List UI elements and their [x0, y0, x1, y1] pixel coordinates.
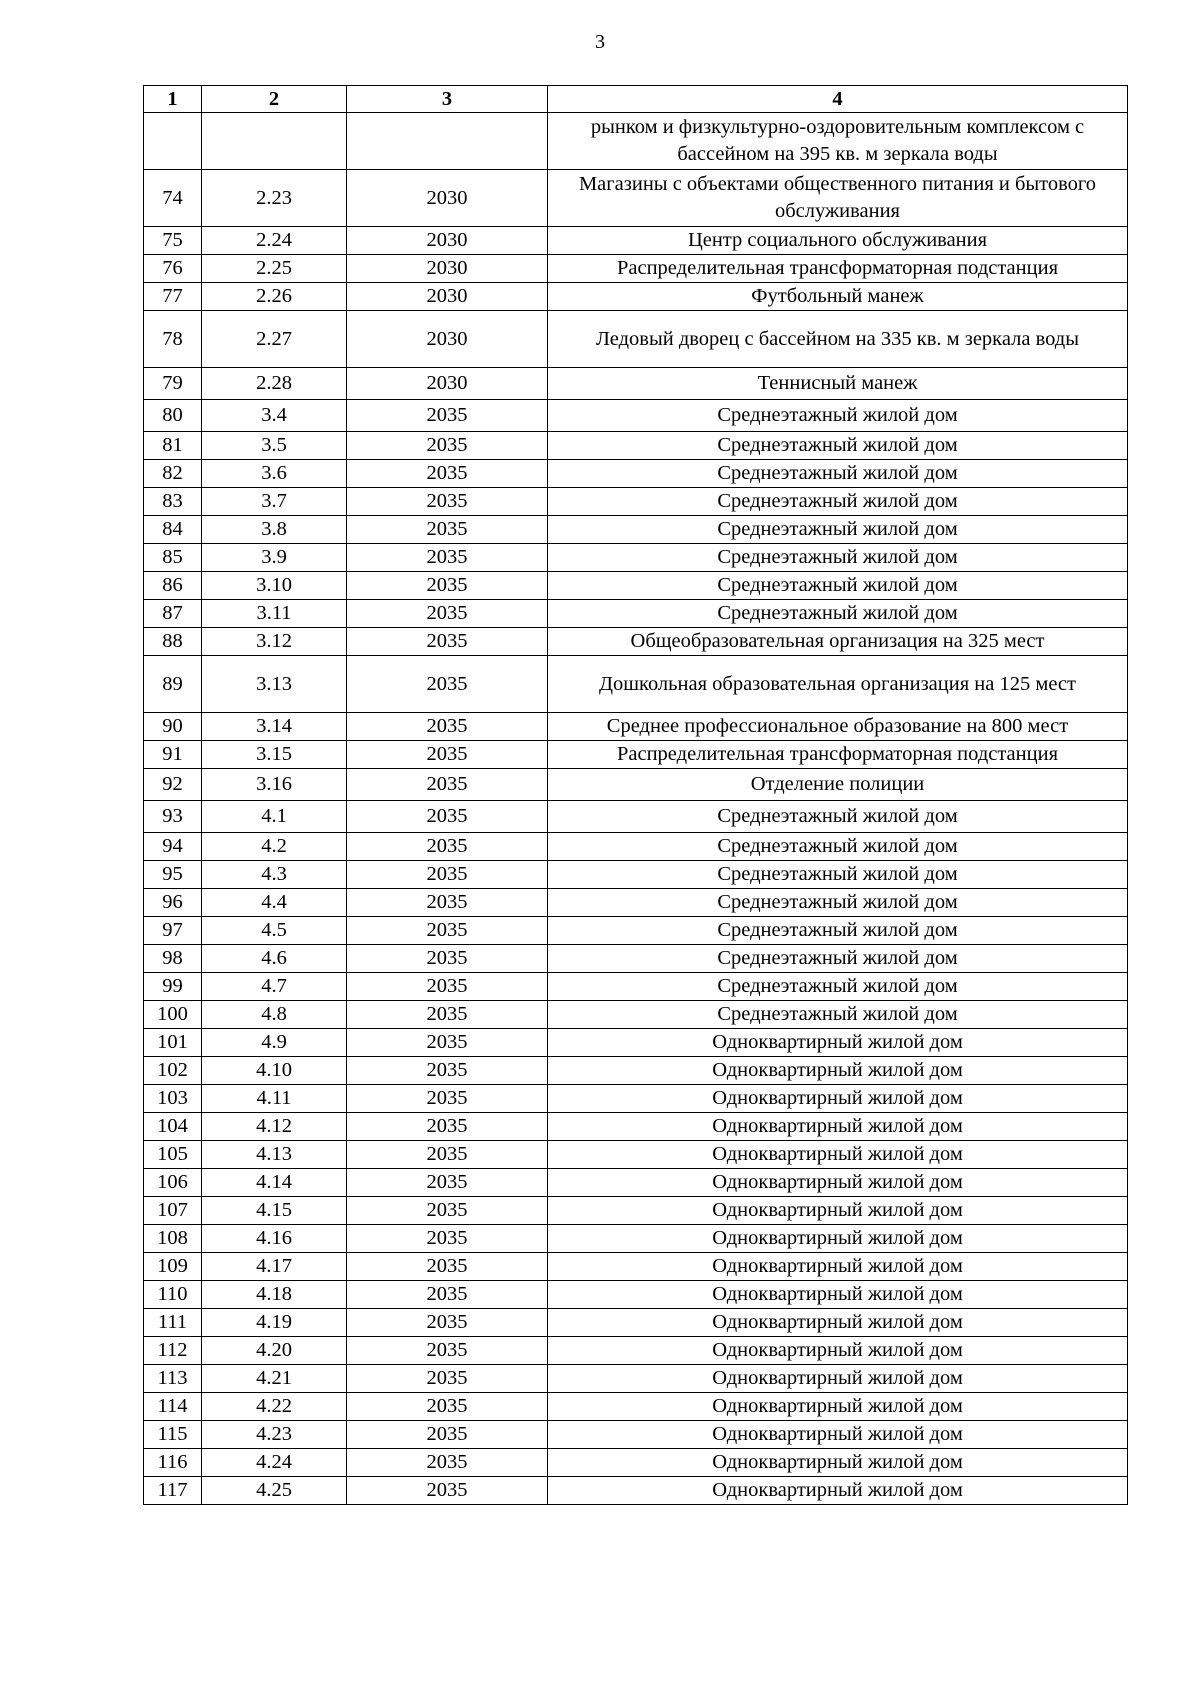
- table-cell-col-1: 113: [144, 1365, 202, 1393]
- table-cell-col-2: 3.4: [202, 400, 347, 432]
- table-cell-col-1: 108: [144, 1225, 202, 1253]
- table-cell-col-1: 114: [144, 1393, 202, 1421]
- table-cell-col-4: Одноквартирный жилой дом: [548, 1449, 1128, 1477]
- table-cell-col-1: 103: [144, 1085, 202, 1113]
- table-cell-col-4: Среднеэтажный жилой дом: [548, 460, 1128, 488]
- table-cell-col-4: Ледовый дворец с бассейном на 335 кв. м зеркала воды: [548, 311, 1128, 368]
- table-cell-col-1: 107: [144, 1197, 202, 1225]
- table-cell-col-1: 82: [144, 460, 202, 488]
- table-cell-col-3: 2035: [347, 600, 548, 628]
- table-cell-col-2: 4.10: [202, 1057, 347, 1085]
- table-cell-col-3: 2035: [347, 1449, 548, 1477]
- table-cell-col-4: Распределительная трансформаторная подстанция: [548, 255, 1128, 283]
- table-cell-col-2: 4.6: [202, 945, 347, 973]
- table-cell-col-2: 3.9: [202, 544, 347, 572]
- table-cell-col-3: 2035: [347, 861, 548, 889]
- table-cell-col-1: 80: [144, 400, 202, 432]
- table-cell-col-4: Магазины с объектами общественного питания и бытового обслуживания: [548, 170, 1128, 227]
- table-cell-col-4: Среднеэтажный жилой дом: [548, 889, 1128, 917]
- objects-table: [143, 85, 1128, 1505]
- table-cell-col-3: 2035: [347, 1309, 548, 1337]
- table-row: [144, 1085, 1128, 1113]
- table-cell-col-1: 84: [144, 516, 202, 544]
- table-cell-col-1: 111: [144, 1309, 202, 1337]
- table-cell-col-2: 3.15: [202, 741, 347, 769]
- table-cell-col-1: 104: [144, 1113, 202, 1141]
- table-cell-col-3: 2035: [347, 656, 548, 713]
- table-cell-col-4: Одноквартирный жилой дом: [548, 1477, 1128, 1505]
- table-row: [144, 833, 1128, 861]
- table-cell-col-4: Одноквартирный жилой дом: [548, 1309, 1128, 1337]
- table-cell-col-1: 74: [144, 170, 202, 227]
- table-cell-col-3: [347, 113, 548, 170]
- table-cell-col-1: 110: [144, 1281, 202, 1309]
- table-cell-col-3: 2035: [347, 400, 548, 432]
- table-cell-col-2: 3.16: [202, 769, 347, 801]
- table-row: [144, 544, 1128, 572]
- table-cell-col-3: 2035: [347, 917, 548, 945]
- table-row: [144, 1309, 1128, 1337]
- table-row: [144, 255, 1128, 283]
- table-cell-col-1: 83: [144, 488, 202, 516]
- table-cell-col-4: Среднее профессиональное образование на 800 мест: [548, 713, 1128, 741]
- table-cell-col-2: 3.5: [202, 432, 347, 460]
- table-row: [144, 1225, 1128, 1253]
- table-cell-col-4: Теннисный манеж: [548, 368, 1128, 400]
- table-cell-col-4: Одноквартирный жилой дом: [548, 1337, 1128, 1365]
- table-cell-col-1: 91: [144, 741, 202, 769]
- table-cell-col-3: 2035: [347, 1029, 548, 1057]
- table-cell-col-4: Одноквартирный жилой дом: [548, 1281, 1128, 1309]
- table-cell-col-2: 4.8: [202, 1001, 347, 1029]
- table-row: [144, 1113, 1128, 1141]
- table-cell-col-3: 2030: [347, 255, 548, 283]
- table-cell-col-3: 2035: [347, 1477, 548, 1505]
- table-cell-col-1: 87: [144, 600, 202, 628]
- table-cell-col-2: 4.13: [202, 1141, 347, 1169]
- table-cell-col-4: Среднеэтажный жилой дом: [548, 544, 1128, 572]
- table-cell-col-2: 3.8: [202, 516, 347, 544]
- table-cell-col-4: Среднеэтажный жилой дом: [548, 516, 1128, 544]
- table-cell-col-3: 2035: [347, 713, 548, 741]
- table-cell-col-2: 4.21: [202, 1365, 347, 1393]
- table-cell-col-3: 2035: [347, 544, 548, 572]
- table-cell-col-2: 4.24: [202, 1449, 347, 1477]
- table-cell-col-4: Одноквартирный жилой дом: [548, 1029, 1128, 1057]
- table-cell-col-4: Среднеэтажный жилой дом: [548, 945, 1128, 973]
- table-cell-col-2: 2.23: [202, 170, 347, 227]
- table-cell-col-3: 2035: [347, 741, 548, 769]
- table-cell-col-2: 4.5: [202, 917, 347, 945]
- table-row: [144, 1337, 1128, 1365]
- table-cell-col-3: 2035: [347, 1365, 548, 1393]
- table-cell-col-2: 2.25: [202, 255, 347, 283]
- table-cell-col-1: 98: [144, 945, 202, 973]
- table-row: [144, 1449, 1128, 1477]
- table-cell-col-4: Среднеэтажный жилой дом: [548, 600, 1128, 628]
- table-cell-col-3: 2035: [347, 889, 548, 917]
- table-row: [144, 516, 1128, 544]
- table-row: [144, 1057, 1128, 1085]
- table-cell-col-3: 2035: [347, 516, 548, 544]
- table-cell-col-1: 105: [144, 1141, 202, 1169]
- table-cell-col-4: Одноквартирный жилой дом: [548, 1113, 1128, 1141]
- table-cell-col-2: 4.2: [202, 833, 347, 861]
- table-cell-col-3: 2035: [347, 1393, 548, 1421]
- table-cell-col-4: Среднеэтажный жилой дом: [548, 488, 1128, 516]
- table-cell-col-4: Одноквартирный жилой дом: [548, 1169, 1128, 1197]
- table-cell-col-3: 2030: [347, 311, 548, 368]
- header-cell-1: 1: [144, 86, 202, 113]
- table-cell-col-2: 4.19: [202, 1309, 347, 1337]
- table-cell-col-2: 4.7: [202, 973, 347, 1001]
- table-row: [144, 1365, 1128, 1393]
- table-cell-col-1: 76: [144, 255, 202, 283]
- table-row: [144, 1141, 1128, 1169]
- table-row: [144, 769, 1128, 801]
- table-row: [144, 628, 1128, 656]
- table-cell-col-4: Среднеэтажный жилой дом: [548, 400, 1128, 432]
- table-cell-col-3: 2035: [347, 1421, 548, 1449]
- table-cell-col-1: 115: [144, 1421, 202, 1449]
- table-cell-col-1: 101: [144, 1029, 202, 1057]
- table-cell-col-4: Одноквартирный жилой дом: [548, 1085, 1128, 1113]
- table-cell-col-1: 90: [144, 713, 202, 741]
- table-cell-col-2: 3.10: [202, 572, 347, 600]
- table-cell-col-1: 88: [144, 628, 202, 656]
- table-cell-col-3: 2030: [347, 368, 548, 400]
- table-cell-col-3: 2035: [347, 833, 548, 861]
- table-cell-col-2: 3.12: [202, 628, 347, 656]
- table-cell-col-3: 2035: [347, 1225, 548, 1253]
- table-cell-col-1: 95: [144, 861, 202, 889]
- table-cell-col-4: Среднеэтажный жилой дом: [548, 432, 1128, 460]
- table-cell-col-4: Дошкольная образовательная организация на 125 мест: [548, 656, 1128, 713]
- table-row: [144, 113, 1128, 170]
- table-cell-col-2: 3.6: [202, 460, 347, 488]
- table-cell-col-4: Распределительная трансформаторная подстанция: [548, 741, 1128, 769]
- header-cell-2: 2: [202, 86, 347, 113]
- table-cell-col-2: 4.1: [202, 801, 347, 833]
- table-cell-col-4: Одноквартирный жилой дом: [548, 1365, 1128, 1393]
- table-cell-col-3: 2030: [347, 227, 548, 255]
- table-row: [144, 713, 1128, 741]
- table-cell-col-1: 92: [144, 769, 202, 801]
- table-cell-col-2: 2.28: [202, 368, 347, 400]
- table-cell-col-1: 106: [144, 1169, 202, 1197]
- table-cell-col-4: Центр социального обслуживания: [548, 227, 1128, 255]
- table-row: [144, 1029, 1128, 1057]
- table-cell-col-4: Футбольный манеж: [548, 283, 1128, 311]
- table-header: [144, 86, 1128, 113]
- table-cell-col-3: 2035: [347, 1337, 548, 1365]
- table-cell-col-4: Одноквартирный жилой дом: [548, 1393, 1128, 1421]
- table-cell-col-4: Среднеэтажный жилой дом: [548, 572, 1128, 600]
- table-cell-col-4: Одноквартирный жилой дом: [548, 1253, 1128, 1281]
- table-cell-col-2: 4.3: [202, 861, 347, 889]
- table-row: [144, 801, 1128, 833]
- table-cell-col-2: 4.15: [202, 1197, 347, 1225]
- table-cell-col-1: 116: [144, 1449, 202, 1477]
- table-cell-col-2: 4.25: [202, 1477, 347, 1505]
- table-row: [144, 741, 1128, 769]
- table-cell-col-4: Одноквартирный жилой дом: [548, 1141, 1128, 1169]
- table-cell-col-3: 2035: [347, 945, 548, 973]
- table-cell-col-3: 2035: [347, 460, 548, 488]
- table-cell-col-3: 2035: [347, 1113, 548, 1141]
- table-cell-col-3: 2030: [347, 283, 548, 311]
- table-row: [144, 656, 1128, 713]
- table-cell-col-2: 2.24: [202, 227, 347, 255]
- table-cell-col-3: 2035: [347, 1057, 548, 1085]
- table-cell-col-1: 94: [144, 833, 202, 861]
- table-row: [144, 283, 1128, 311]
- table-cell-col-3: 2030: [347, 170, 548, 227]
- table-cell-col-4: Отделение полиции: [548, 769, 1128, 801]
- table-cell-col-3: 2035: [347, 628, 548, 656]
- table-row: [144, 1001, 1128, 1029]
- table-cell-col-2: 2.27: [202, 311, 347, 368]
- table-cell-col-3: 2035: [347, 1197, 548, 1225]
- table-row: [144, 973, 1128, 1001]
- table-cell-col-4: Среднеэтажный жилой дом: [548, 973, 1128, 1001]
- table-cell-col-2: 4.17: [202, 1253, 347, 1281]
- table-row: [144, 1253, 1128, 1281]
- table-row: [144, 945, 1128, 973]
- table-row: [144, 1169, 1128, 1197]
- table-cell-col-1: 75: [144, 227, 202, 255]
- table-row: [144, 1281, 1128, 1309]
- table-row: [144, 488, 1128, 516]
- table-cell-col-2: 3.11: [202, 600, 347, 628]
- table-row: [144, 1421, 1128, 1449]
- table-cell-col-2: 4.20: [202, 1337, 347, 1365]
- table-cell-col-3: 2035: [347, 801, 548, 833]
- table-cell-col-1: 97: [144, 917, 202, 945]
- header-cell-3: 3: [347, 86, 548, 113]
- table-row: [144, 1393, 1128, 1421]
- header-cell-4: 4: [548, 86, 1128, 113]
- table-cell-col-3: 2035: [347, 1141, 548, 1169]
- table-cell-col-1: 77: [144, 283, 202, 311]
- table-cell-col-2: 4.9: [202, 1029, 347, 1057]
- table-cell-col-4: Одноквартирный жилой дом: [548, 1225, 1128, 1253]
- table-row: [144, 227, 1128, 255]
- table-cell-col-4: рынком и физкультурно-оздоровительным комплексом с бассейном на 395 кв. м зеркала воды: [548, 113, 1128, 170]
- table-cell-col-3: 2035: [347, 769, 548, 801]
- table-row: [144, 917, 1128, 945]
- table-row: [144, 1477, 1128, 1505]
- table-cell-col-1: 112: [144, 1337, 202, 1365]
- table-cell-col-2: 4.23: [202, 1421, 347, 1449]
- table-cell-col-1: 109: [144, 1253, 202, 1281]
- table-cell-col-4: Одноквартирный жилой дом: [548, 1057, 1128, 1085]
- table-cell-col-1: 89: [144, 656, 202, 713]
- table-cell-col-4: Среднеэтажный жилой дом: [548, 801, 1128, 833]
- table-cell-col-2: [202, 113, 347, 170]
- table-cell-col-1: [144, 113, 202, 170]
- table-cell-col-2: 4.11: [202, 1085, 347, 1113]
- table-cell-col-4: Одноквартирный жилой дом: [548, 1197, 1128, 1225]
- table-cell-col-2: 2.26: [202, 283, 347, 311]
- table-row: [144, 889, 1128, 917]
- table-cell-col-1: 86: [144, 572, 202, 600]
- table-cell-col-2: 3.13: [202, 656, 347, 713]
- table-cell-col-2: 4.16: [202, 1225, 347, 1253]
- table-row: [144, 170, 1128, 227]
- table-cell-col-4: Среднеэтажный жилой дом: [548, 917, 1128, 945]
- table-cell-col-2: 3.7: [202, 488, 347, 516]
- table-row: [144, 432, 1128, 460]
- table-cell-col-3: 2035: [347, 973, 548, 1001]
- table-row: [144, 368, 1128, 400]
- page-number: 3: [595, 31, 605, 53]
- table-cell-col-3: 2035: [347, 488, 548, 516]
- table-row: [144, 311, 1128, 368]
- table-row: [144, 1197, 1128, 1225]
- table-cell-col-1: 102: [144, 1057, 202, 1085]
- table-cell-col-2: 4.4: [202, 889, 347, 917]
- table-cell-col-1: 78: [144, 311, 202, 368]
- table-cell-col-4: Среднеэтажный жилой дом: [548, 861, 1128, 889]
- table-cell-col-1: 96: [144, 889, 202, 917]
- table-cell-col-1: 93: [144, 801, 202, 833]
- table-cell-col-1: 79: [144, 368, 202, 400]
- table-cell-col-4: Одноквартирный жилой дом: [548, 1421, 1128, 1449]
- table-body: [144, 113, 1128, 1505]
- header-row: [144, 86, 1128, 113]
- table-cell-col-2: 4.22: [202, 1393, 347, 1421]
- table-cell-col-1: 100: [144, 1001, 202, 1029]
- table-cell-col-4: Среднеэтажный жилой дом: [548, 1001, 1128, 1029]
- table-cell-col-3: 2035: [347, 1169, 548, 1197]
- table-cell-col-3: 2035: [347, 1253, 548, 1281]
- table-row: [144, 572, 1128, 600]
- table-cell-col-4: Общеобразовательная организация на 325 мест: [548, 628, 1128, 656]
- table-cell-col-3: 2035: [347, 1281, 548, 1309]
- table-cell-col-1: 81: [144, 432, 202, 460]
- table-cell-col-2: 4.14: [202, 1169, 347, 1197]
- table-cell-col-3: 2035: [347, 572, 548, 600]
- table-cell-col-3: 2035: [347, 1001, 548, 1029]
- table-row: [144, 400, 1128, 432]
- table-cell-col-1: 85: [144, 544, 202, 572]
- table-row: [144, 600, 1128, 628]
- table-cell-col-3: 2035: [347, 432, 548, 460]
- table-cell-col-2: 4.18: [202, 1281, 347, 1309]
- table-cell-col-1: 117: [144, 1477, 202, 1505]
- table-row: [144, 460, 1128, 488]
- table-row: [144, 861, 1128, 889]
- table-cell-col-2: 4.12: [202, 1113, 347, 1141]
- table-cell-col-3: 2035: [347, 1085, 548, 1113]
- table-cell-col-4: Среднеэтажный жилой дом: [548, 833, 1128, 861]
- table-cell-col-2: 3.14: [202, 713, 347, 741]
- table-cell-col-1: 99: [144, 973, 202, 1001]
